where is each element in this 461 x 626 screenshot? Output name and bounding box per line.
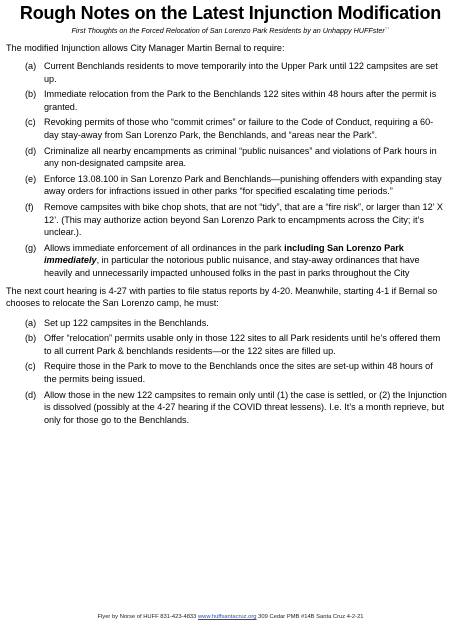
list-marker: (e) [25,173,37,184]
list-marker: (a) [25,317,37,328]
flyer-footer [0,613,461,621]
list-item [6,116,455,141]
list-item-text: Criminalize all nearby encampments as criminal “public nuisances” and violations of Park hours in any non-designated campsite area. [44,145,437,169]
list-item-text: Current Benchlands residents to move temporarily into the Upper Park until 122 campsites are set up. [44,61,438,84]
list-item [6,317,455,330]
footer-text: Flyer by Norse of HUFF 831-423-4833 [97,614,198,620]
list-item-bold-italic-text: immediately [44,255,97,266]
list-item-bold-text: including San Lorenzo Park [284,242,404,253]
list-marker: (c) [25,117,36,128]
list-marker: (a) [25,61,37,71]
list-item-text: Revoking permits of those who “commit crimes” or failure to the Code of Conduct, requiring a 60-day stay-away from San Lorenzo Park, the Benchlands, and “areas near the Park”. [44,117,434,140]
footer-text: 309 Cedar PMB #14B Santa Cruz 4-2-21 [256,614,364,620]
list-item-text: Offer “relocation” permits usable only in those 122 sites to all Park residents until he’s offered them to all current Park & benchlands residents—or the 122 sites are filled up. [44,333,441,356]
list-item [6,145,455,170]
list-item [6,173,455,198]
list-item [6,332,455,357]
website-link[interactable]: www.huffsantacruz.org [198,614,257,620]
list-item [6,201,455,239]
list-marker: (b) [25,333,37,344]
list-item-text: Require those in the Park to move to the Benchlands once the sites are set-up within 48 hours of the permits being issued. [44,361,433,385]
list-marker: (c) [25,361,36,372]
list-item-text: Allow those in the new 122 campsites to remain only until (1) the case is settled, or (2) the Injunction is dissolved (possibly at the 4-27 hearing if the COVID threat lessens). I.e. It’s a month reprieve, but only for those go to the Benchlands. [44,389,447,425]
list-item [6,389,455,427]
list-marker: (b) [25,89,37,100]
list-item [6,360,455,385]
injunction-items-list [6,60,455,280]
list-item-text: Enforce 13.08.100 in San Lorenzo Park and Benchlands—punishing offenders with expanding stay away orders for infractions issued in other parks “for specified escalating time periods.” [44,173,442,197]
list-marker: (f) [25,201,34,212]
document-subtitle: First Thoughts on the Forced Relocation of San Lorenzo Park Residents by an Unhappy HUFFster`` [71,26,390,35]
list-item [6,242,455,280]
list-item [6,60,455,85]
requirements-list [6,317,455,427]
list-item-text: , in particular the notorious public nuisance, and stay-away ordinances that have heavily and unnecessarily impacted unhoused folks in the past in parks throughout the City [44,255,420,278]
list-marker: (d) [25,389,37,400]
list-marker: (d) [25,145,37,156]
list-item-text: Immediate relocation from the Park to the Benchlands 122 sites within 48 hours after the permit is granted. [44,89,437,112]
document-title: Rough Notes on the Latest Injunction Modification [19,3,442,23]
list-marker: (g) [25,242,37,253]
intro-paragraph: The modified Injunction allows City Manager Martin Bernal to require: [6,43,285,53]
list-item-text: Allows immediate enforcement of all ordinances in the park [44,242,285,253]
next-hearing-paragraph: The next court hearing is 4-27 with parties to file status reports by 4-20. Meanwhile, starting 4-1 if Bernal so chooses to relocate the San Lorenzo camp, he must: [6,285,438,309]
list-item-text: Remove campsites with bike chop shots, that are not “tidy”, that are a “fire risk”, or larger than 12’ X 12’. (This may authorize action beyond San Lorenzo Park to encampments across the City; it’s unclear.). [44,201,443,238]
list-item-text: Set up 122 campsites in the Benchlands. [44,317,209,328]
list-item [6,88,455,113]
